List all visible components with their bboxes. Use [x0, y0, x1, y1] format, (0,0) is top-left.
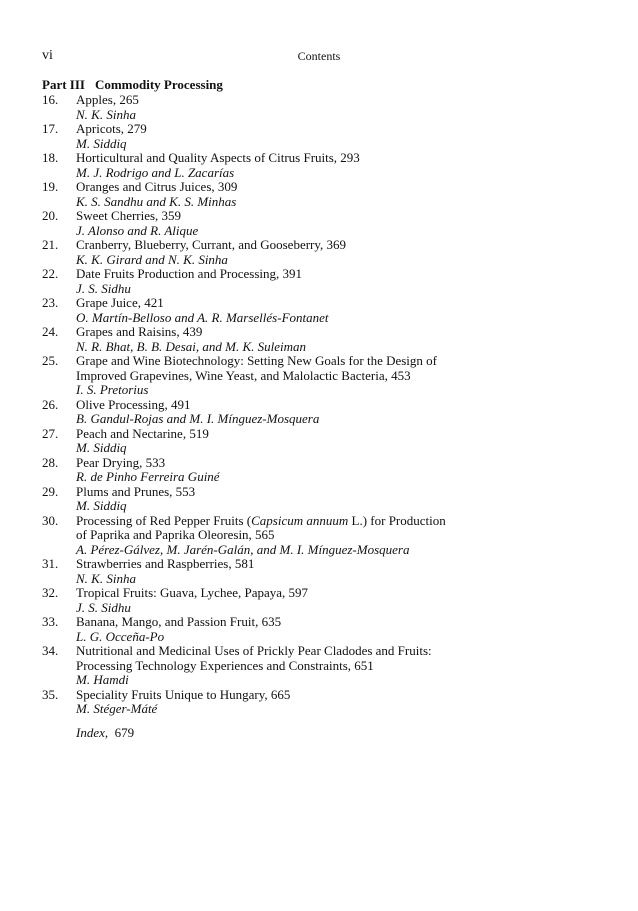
toc-entry	[42, 180, 602, 209]
chapter-title-line: Apricots, 279	[76, 121, 147, 136]
latin-name: Capsicum annuum	[251, 512, 349, 528]
toc-entry	[42, 514, 602, 558]
chapter-authors: J. S. Sidhu	[76, 599, 131, 615]
chapter-authors: B. Gandul-Rojas and M. I. Mínguez-Mosquera	[76, 411, 320, 426]
chapter-title-line: Improved Grapevines, Wine Yeast, and Malolactic Bacteria, 453	[76, 367, 411, 383]
chapter-number: 30.	[42, 512, 59, 528]
toc-entry	[42, 122, 602, 151]
toc-entry	[42, 586, 602, 615]
chapter-number: 17.	[42, 121, 59, 136]
chapter-number: 32.	[42, 585, 59, 600]
chapter-authors: M. Stéger-Máté	[76, 701, 158, 716]
chapter-number: 34.	[42, 643, 59, 658]
chapter-number: 28.	[42, 454, 59, 470]
chapter-title-line: Grape and Wine Biotechnology: Setting New Goals for the Design of	[76, 353, 437, 368]
chapter-title-line: Grape Juice, 421	[76, 295, 164, 310]
toc-entry	[42, 398, 602, 427]
toc-entry	[42, 267, 602, 296]
toc-entry	[42, 238, 602, 267]
toc-entry	[42, 325, 602, 354]
chapter-number: 25.	[42, 353, 59, 368]
chapter-number: 31.	[42, 556, 59, 571]
part-label: Part III	[42, 77, 85, 92]
toc-entry	[42, 354, 602, 398]
chapter-number: 24.	[42, 324, 59, 339]
toc-entry	[42, 485, 602, 514]
chapter-title-line: Processing of Red Pepper Fruits (Capsicum annuum L.) for Production	[76, 512, 446, 528]
toc-content	[42, 78, 602, 740]
toc-entry	[42, 151, 602, 180]
chapter-authors: J. S. Sidhu	[76, 280, 131, 296]
chapter-authors: M. Siddiq	[76, 498, 127, 513]
chapter-title-line: Grapes and Raisins, 439	[76, 324, 203, 339]
running-head	[42, 48, 596, 64]
chapter-title-line: Cranberry, Blueberry, Currant, and Gooseberry, 369	[76, 237, 347, 252]
chapter-authors: N. K. Sinha	[76, 106, 136, 122]
part-heading	[42, 78, 602, 92]
toc-entry	[42, 209, 602, 238]
chapter-authors: L. G. Occeña-Po	[76, 628, 165, 644]
chapter-authors: M. Siddiq	[76, 440, 127, 455]
chapter-title-line: Date Fruits Production and Processing, 391	[76, 266, 303, 281]
chapter-authors: K. K. Girard and N. K. Sinha	[76, 251, 228, 267]
index-label: Index,	[76, 724, 109, 740]
chapter-authors: J. Alonso and R. Alique	[76, 222, 199, 238]
chapter-title-line: of Paprika and Paprika Oleoresin, 565	[76, 527, 275, 542]
toc-entry	[42, 688, 602, 717]
chapter-number: 29.	[42, 483, 59, 499]
chapter-title-line: Plums and Prunes, 553	[76, 483, 196, 499]
chapter-title-line: Horticultural and Quality Aspects of Citrus Fruits, 293	[76, 150, 360, 165]
chapter-title-line: Pear Drying, 533	[76, 454, 166, 470]
toc-entries	[42, 93, 602, 717]
toc-entry	[42, 644, 602, 688]
toc-entry	[42, 296, 602, 325]
chapter-authors: I. S. Pretorius	[76, 382, 149, 397]
chapter-number: 21.	[42, 237, 59, 252]
chapter-authors: K. S. Sandhu and K. S. Minhas	[76, 193, 237, 209]
toc-entry	[42, 427, 602, 456]
chapter-title-line: Processing Technology Experiences and Constraints, 651	[76, 657, 374, 673]
chapter-title-line: Tropical Fruits: Guava, Lychee, Papaya, 597	[76, 585, 309, 600]
chapter-number: 33.	[42, 614, 59, 629]
chapter-title-line: Speciality Fruits Unique to Hungary, 665	[76, 686, 291, 702]
chapter-number: 18.	[42, 150, 59, 165]
chapter-authors: M. Siddiq	[76, 135, 127, 151]
toc-entry	[42, 557, 602, 586]
chapter-authors: M. Hamdi	[76, 672, 129, 687]
chapter-title-line: Banana, Mango, and Passion Fruit, 635	[76, 614, 282, 629]
chapter-authors: O. Martín-Belloso and A. R. Marsellés-Fontanet	[76, 309, 329, 325]
chapter-number: 19.	[42, 179, 59, 194]
index-entry	[42, 726, 602, 741]
chapter-title-line: Peach and Nectarine, 519	[76, 425, 209, 441]
chapter-number: 22.	[42, 266, 59, 281]
chapter-authors: N. K. Sinha	[76, 570, 136, 586]
chapter-title-line: Olive Processing, 491	[76, 396, 191, 412]
toc-entry	[42, 93, 602, 122]
chapter-authors: N. R. Bhat, B. B. Desai, and M. K. Suleiman	[76, 338, 307, 354]
chapter-title-line: Strawberries and Raspberries, 581	[76, 556, 255, 571]
chapter-title-line: Sweet Cherries, 359	[76, 208, 182, 223]
index-page: 679	[114, 724, 135, 740]
chapter-number: 26.	[42, 396, 59, 412]
chapter-title-line: Oranges and Citrus Juices, 309	[76, 179, 238, 194]
chapter-number: 20.	[42, 208, 59, 223]
toc-entry	[42, 615, 602, 644]
chapter-number: 27.	[42, 425, 59, 441]
chapter-title-line: Apples, 265	[76, 92, 139, 107]
running-head-title: Contents	[297, 49, 341, 63]
chapter-number: 16.	[42, 92, 59, 107]
chapter-title-line: Nutritional and Medicinal Uses of Prickly Pear Cladodes and Fruits:	[76, 643, 432, 658]
chapter-authors: R. de Pinho Ferreira Guiné	[76, 469, 220, 484]
toc-entry	[42, 456, 602, 485]
chapter-number: 23.	[42, 295, 59, 310]
part-title: Commodity Processing	[94, 77, 223, 92]
chapter-number: 35.	[42, 686, 59, 702]
page-number: vi	[42, 48, 53, 63]
chapter-authors: A. Pérez-Gálvez, M. Jarén-Galán, and M. I. Mínguez-Mosquera	[76, 541, 410, 557]
chapter-authors: M. J. Rodrigo and L. Zacarías	[76, 164, 235, 180]
